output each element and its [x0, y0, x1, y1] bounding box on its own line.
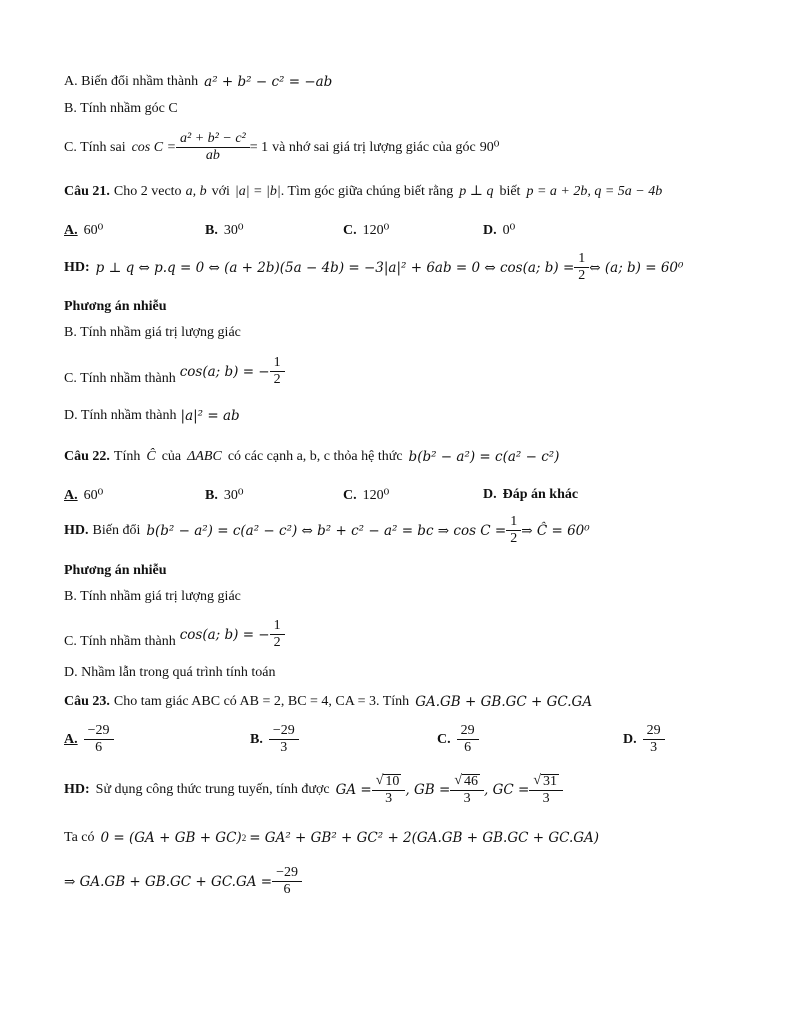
q23-question — [64, 694, 592, 710]
q22-hd-equation: b(b² − a²) = c(a² − c²) ⇔ b² + c² − a² = bc ⇒ cos C = — [146, 522, 507, 539]
q20-wrong-c-rhs: = 1 — [249, 139, 269, 155]
q20-wrong-c-text: C. Tính sai — [64, 139, 126, 155]
option-value: 60⁰ — [83, 223, 104, 238]
option-key: D. — [623, 731, 637, 747]
q20-wrong-c-lhs: cos C = — [131, 139, 177, 155]
q23-option-b[interactable] — [250, 724, 299, 755]
fraction-numerator: −29 — [272, 723, 295, 738]
distractor-text: B. Tính nhầm giá trị lượng giác — [64, 325, 241, 340]
q21-solution — [64, 252, 683, 283]
option-key: B. — [205, 487, 218, 503]
q23-text: Cho tam giác ABC có AB = 2, BC = 4, CA = 3. Tính — [113, 694, 410, 709]
distractor-equation: |a|² = ab — [180, 408, 240, 424]
q22-triangle: ΔABC — [187, 449, 222, 464]
q21-text2: với — [211, 183, 230, 199]
q21-hd-result: ⇔ (a; b) = 60⁰ — [589, 259, 684, 276]
fraction-denominator: 6 — [457, 739, 479, 755]
sqrt-radicand: 46 — [464, 774, 478, 789]
option-fraction — [271, 724, 297, 755]
option-fraction — [459, 724, 477, 755]
q23-gb-fraction — [452, 774, 482, 806]
q23-ga-fraction — [374, 774, 404, 806]
fraction-numerator: −29 — [87, 723, 110, 738]
option-value: 60⁰ — [83, 488, 104, 503]
q21-option-b[interactable] — [205, 222, 243, 239]
distractor-fraction — [272, 619, 283, 650]
q21-condition: |a| = |b| — [234, 183, 281, 199]
fraction-numerator: 1 — [510, 514, 518, 529]
fraction-numerator: −29 — [276, 865, 298, 880]
q21-distractor-c — [64, 356, 285, 387]
option-value: 120⁰ — [362, 488, 390, 503]
option-key: D. — [483, 222, 497, 238]
q22-text3: có các cạnh a, b, c thỏa hệ thức — [227, 449, 403, 464]
fraction-numerator: 1 — [578, 251, 586, 266]
distractor-title: Phương án nhiễu — [64, 563, 167, 578]
q23-gc-fraction — [531, 774, 561, 806]
q21-option-d[interactable] — [483, 222, 515, 239]
q23-taco: Ta có 0 = (GA + GB + GC) 2 = GA² + GB² + GC² + 2(GA.GB + GB.GC + GC.GA) — [64, 830, 600, 846]
q22-hd-fraction — [508, 515, 519, 546]
fraction-denominator: 2 — [574, 267, 589, 283]
q23-final — [64, 866, 302, 897]
q21-text: Cho 2 vecto — [113, 183, 182, 199]
q23-hd-text: Sử dụng công thức trung tuyến, tính được — [95, 782, 330, 797]
q20-wrong-c-angle: 90⁰ — [479, 140, 500, 155]
q21-text4: biết — [499, 183, 521, 199]
q22-distractor-b — [64, 589, 241, 605]
distractor-equation: cos(a; b) = − — [179, 363, 270, 380]
option-key: A. — [64, 487, 78, 503]
q21-distractor-b — [64, 325, 241, 341]
fraction-denominator: 3 — [529, 790, 563, 806]
option-key: D. — [483, 487, 497, 502]
q22-distractor-c — [64, 619, 285, 650]
fraction-denominator: 6 — [84, 739, 114, 755]
q22-angle: Ĉ — [146, 449, 156, 464]
q20-wrong-a-equation: a² + b² − c² = −ab — [204, 74, 333, 90]
option-key: C. — [437, 731, 451, 747]
q23-solution — [64, 774, 563, 806]
sqrt-radicand: 31 — [543, 774, 557, 789]
fraction-numerator: √ 31 — [533, 773, 557, 789]
q21-hd-fraction — [576, 252, 587, 283]
option-fraction — [645, 724, 663, 755]
q23-option-c[interactable] — [437, 724, 479, 755]
option-fraction — [86, 724, 112, 755]
q23-hd-label: HD: — [64, 782, 90, 797]
q23-gc-lhs: , GC = — [484, 782, 530, 798]
q22-option-c[interactable] — [343, 487, 389, 504]
q20-wrong-a — [64, 74, 332, 90]
q21-definition: p = a + 2b, q = 5a − 4b — [526, 183, 663, 199]
fraction-numerator: a² + b² − c² — [180, 131, 246, 146]
fraction-denominator: ab — [176, 147, 250, 163]
q20-wrong-b-text: B. Tính nhầm góc C — [64, 101, 178, 116]
q22-distractor-d — [64, 665, 276, 681]
option-key: C. — [343, 222, 357, 238]
q23-label: Câu 23. — [64, 694, 110, 709]
q20-wrong-b — [64, 101, 178, 117]
q22-question — [64, 449, 559, 465]
q23-ga-lhs: GA = — [335, 782, 372, 798]
q21-distractor-title — [64, 299, 167, 315]
q21-label: Câu 21. — [64, 183, 110, 199]
fraction-denominator: 3 — [450, 790, 484, 806]
q22-distractor-title — [64, 563, 167, 579]
fraction-denominator: 6 — [272, 881, 302, 897]
q23-taco-eq2: = GA² + GB² + GC² + 2(GA.GB + GB.GC + GC.GA) — [249, 830, 600, 846]
q22-solution — [64, 515, 590, 546]
fraction-numerator: 29 — [460, 723, 475, 738]
q22-hd-label: HD. — [64, 522, 89, 538]
fraction-numerator: 1 — [273, 355, 281, 370]
fraction-numerator: 29 — [646, 723, 661, 738]
q23-option-d[interactable] — [623, 724, 665, 755]
fraction-denominator: 3 — [643, 739, 665, 755]
q21-question — [64, 183, 662, 200]
q21-perpendicular: p ⊥ q — [459, 184, 494, 199]
distractor-equation: cos(a; b) = − — [179, 626, 270, 643]
q22-label: Câu 22. — [64, 449, 110, 464]
q23-expression: GA.GB + GB.GC + GC.GA — [415, 694, 593, 710]
distractor-title: Phương án nhiễu — [64, 299, 167, 314]
distractor-text: C. Tính nhầm thành — [64, 633, 176, 649]
distractor-text: D. Tính nhầm thành — [64, 408, 177, 423]
q20-wrong-c-text2: và nhớ sai giá trị lượng giác của góc — [272, 139, 476, 155]
option-value: Đáp án khác — [502, 487, 579, 502]
q21-option-c[interactable] — [343, 222, 389, 239]
q23-taco-text: Ta có — [64, 830, 95, 845]
option-key: B. — [250, 731, 263, 747]
option-value: 30⁰ — [223, 488, 244, 503]
distractor-fraction — [272, 356, 283, 387]
fraction-numerator: 1 — [273, 618, 281, 633]
q21-distractor-d — [64, 408, 240, 424]
q20-wrong-a-text: A. Biến đổi nhầm thành — [64, 74, 199, 89]
q20-wrong-c-fraction — [178, 132, 248, 163]
q22-hd-result: ⇒ Ĉ = 60⁰ — [521, 522, 590, 539]
q22-text2: của — [161, 449, 182, 464]
q22-option-b[interactable] — [205, 487, 243, 504]
option-value: 0⁰ — [502, 223, 516, 238]
q23-final-fraction — [274, 866, 300, 897]
fraction-denominator: 2 — [270, 634, 285, 650]
option-key: A. — [64, 222, 78, 238]
option-key: B. — [205, 222, 218, 238]
q21-hd-label: HD: — [64, 259, 90, 275]
q22-option-d[interactable] — [483, 487, 578, 503]
option-key: C. — [343, 487, 357, 503]
distractor-text: C. Tính nhầm thành — [64, 370, 176, 386]
fraction-numerator: √ 10 — [375, 773, 400, 789]
q22-hd-text: Biến đổi — [92, 522, 141, 538]
fraction-denominator: 2 — [270, 371, 285, 387]
fraction-denominator: 2 — [506, 530, 521, 546]
q22-text: Tính — [113, 449, 141, 464]
q21-hd-equation: p ⊥ q ⇔ p.q = 0 ⇔ (a + 2b)(5a − 4b) = −3|a|² + 6ab = 0 ⇔ cos(a; b) = — [95, 259, 575, 276]
fraction-denominator: 3 — [269, 739, 299, 755]
q23-final-lhs: ⇒ GA.GB + GB.GC + GC.GA = — [64, 873, 273, 890]
q22-relation: b(b² − a²) = c(a² − c²) — [408, 449, 560, 465]
q22-option-a[interactable] — [64, 487, 103, 504]
q23-gb-lhs: , GB = — [405, 782, 451, 798]
fraction-numerator: √ 46 — [454, 773, 478, 789]
option-key: A. — [64, 731, 78, 747]
q21-text3: . Tìm góc giữa chúng biết rằng — [280, 183, 454, 199]
distractor-text: D. Nhầm lẫn trong quá trình tính toán — [64, 665, 276, 680]
option-value: 120⁰ — [362, 223, 390, 238]
sqrt-radicand: 10 — [385, 774, 400, 789]
distractor-text: B. Tính nhầm giá trị lượng giác — [64, 589, 241, 604]
q23-taco-eq1: 0 = (GA + GB + GC) — [100, 830, 242, 846]
q20-wrong-c — [64, 132, 499, 163]
q21-option-a[interactable] — [64, 222, 103, 239]
q23-option-a[interactable] — [64, 724, 114, 755]
option-value: 30⁰ — [223, 223, 244, 238]
q21-vectors: a, b — [185, 183, 207, 199]
fraction-denominator: 3 — [372, 790, 406, 806]
